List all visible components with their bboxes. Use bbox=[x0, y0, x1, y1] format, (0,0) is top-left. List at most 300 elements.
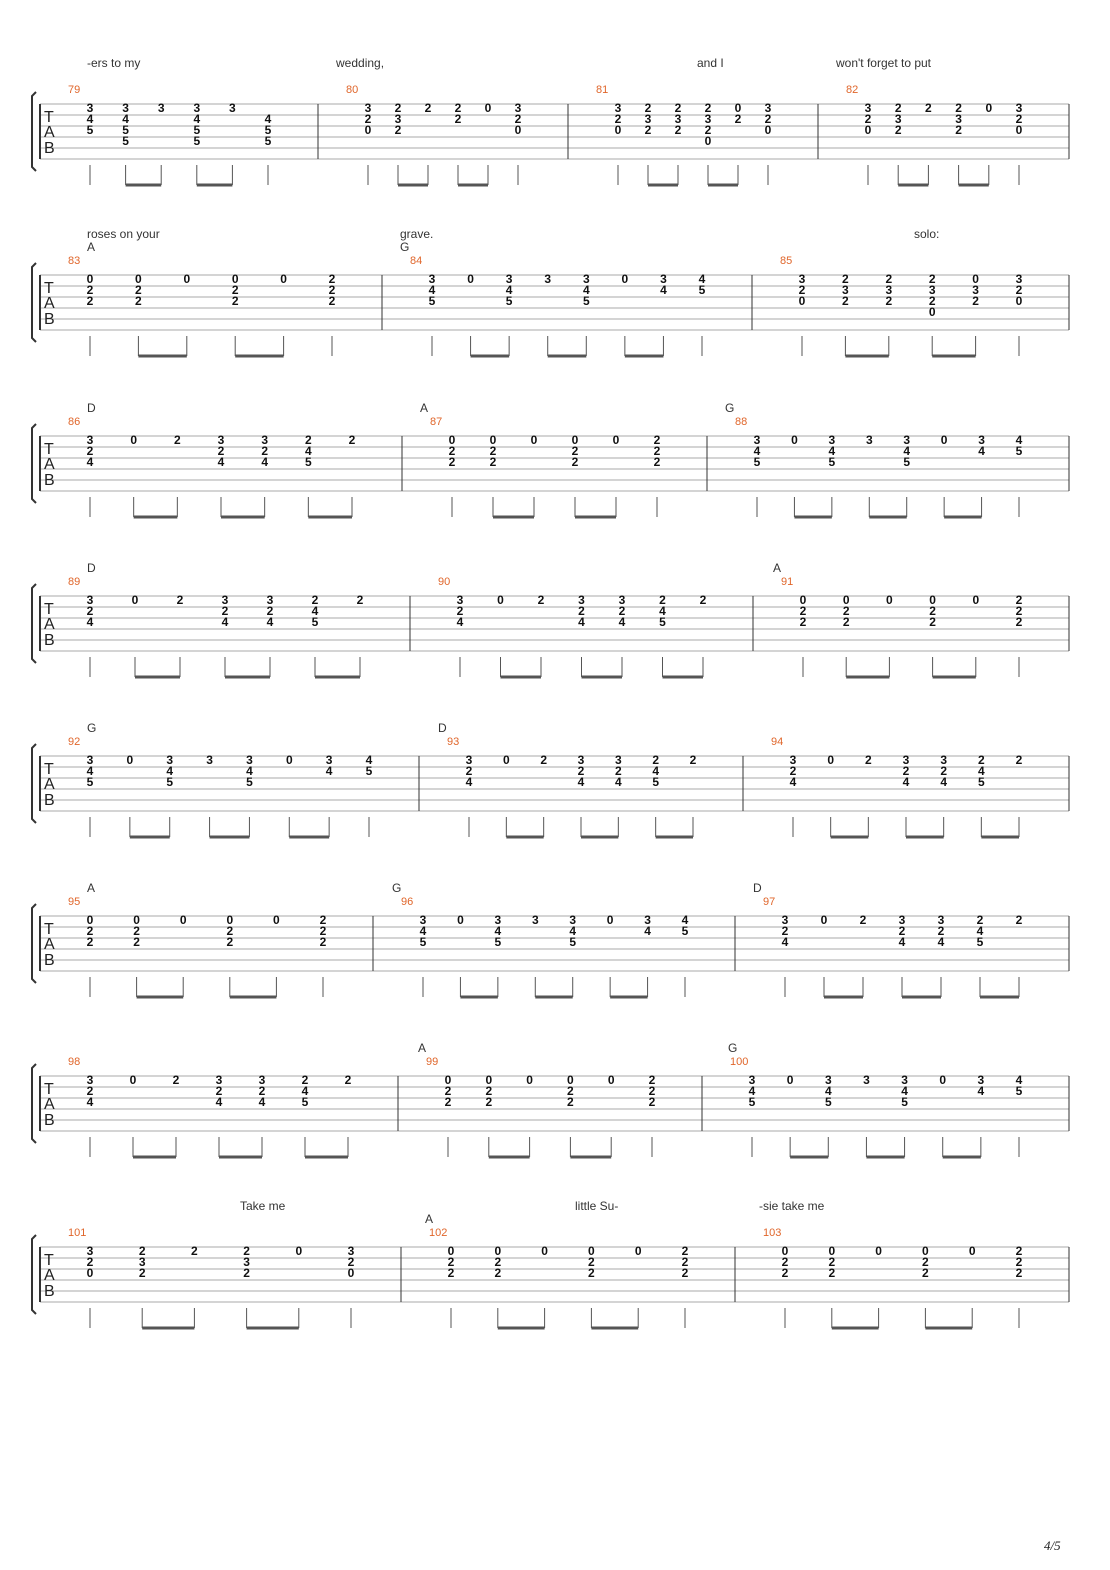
fret-number: 2 bbox=[977, 753, 985, 767]
fret-number: 2 bbox=[261, 444, 269, 458]
fret-number: 3 bbox=[531, 913, 539, 927]
fret-number: 5 bbox=[903, 455, 911, 469]
system-bracket bbox=[32, 584, 36, 663]
fret-number: 2 bbox=[86, 283, 94, 297]
fret-number: 4 bbox=[901, 1084, 908, 1098]
fret-number: 4 bbox=[266, 615, 274, 629]
measure-number: 92 bbox=[68, 736, 81, 748]
fret-number: 2 bbox=[588, 1266, 595, 1280]
chord-name: G bbox=[400, 240, 410, 254]
fret-number: 2 bbox=[859, 913, 867, 927]
measure-number: 103 bbox=[763, 1227, 782, 1239]
fret-number: 5 bbox=[659, 615, 666, 629]
fret-number: 0 bbox=[133, 913, 140, 927]
fret-number: 4 bbox=[569, 924, 577, 938]
fret-number: 4 bbox=[652, 764, 660, 778]
fret-number: 5 bbox=[264, 134, 272, 148]
fret-number: 4 bbox=[660, 283, 667, 297]
fret-number: 2 bbox=[135, 283, 142, 297]
fret-number: 2 bbox=[681, 1255, 689, 1269]
fret-number: 3 bbox=[215, 1073, 223, 1087]
fret-number: 2 bbox=[226, 924, 234, 938]
fret-number: 2 bbox=[191, 1244, 198, 1258]
fret-number: 3 bbox=[122, 101, 129, 115]
fret-number: 4 bbox=[898, 935, 906, 949]
fret-number: 4 bbox=[258, 1095, 266, 1109]
fret-number: 2 bbox=[571, 455, 579, 469]
fret-number: 2 bbox=[86, 444, 94, 458]
fret-number: 2 bbox=[138, 1244, 146, 1258]
fret-number: 4 bbox=[428, 283, 436, 297]
chord-name: G bbox=[725, 401, 735, 415]
fret-number: 3 bbox=[258, 1073, 266, 1087]
chord-name: A bbox=[773, 561, 782, 575]
lyric-text: little Su- bbox=[575, 1199, 619, 1213]
fret-number: 0 bbox=[494, 1244, 502, 1258]
fret-number: 5 bbox=[901, 1095, 908, 1109]
fret-number: 2 bbox=[447, 1266, 455, 1280]
fret-number: 2 bbox=[176, 593, 184, 607]
system-bracket bbox=[32, 424, 36, 503]
fret-number: 4 bbox=[978, 444, 985, 458]
tab-system bbox=[32, 881, 1069, 997]
fret-number: 0 bbox=[875, 1244, 882, 1258]
fret-number: 0 bbox=[939, 1073, 947, 1087]
fret-number: 2 bbox=[781, 1266, 789, 1280]
fret-number: 0 bbox=[864, 123, 872, 137]
measure-number: 86 bbox=[68, 416, 81, 428]
fret-number: 2 bbox=[618, 604, 626, 618]
fret-number: 3 bbox=[347, 1244, 355, 1258]
fret-number: 3 bbox=[781, 913, 789, 927]
fret-number: 2 bbox=[799, 604, 807, 618]
fret-number: 0 bbox=[828, 1244, 836, 1258]
fret-number: 4 bbox=[781, 935, 789, 949]
fret-number: 3 bbox=[618, 593, 626, 607]
tab-clef-a: A bbox=[44, 295, 55, 312]
fret-number: 0 bbox=[1015, 294, 1023, 308]
fret-number: 4 bbox=[618, 615, 626, 629]
fret-number: 4 bbox=[577, 775, 585, 789]
fret-number: 4 bbox=[456, 615, 464, 629]
fret-number: 2 bbox=[1015, 112, 1023, 126]
fret-number: 2 bbox=[734, 112, 742, 126]
fret-number: 2 bbox=[485, 1095, 493, 1109]
measure-number: 84 bbox=[410, 255, 423, 267]
measure-number: 81 bbox=[596, 84, 609, 96]
fret-number: 4 bbox=[824, 1084, 832, 1098]
fret-number: 0 bbox=[621, 272, 629, 286]
fret-number: 2 bbox=[894, 123, 902, 137]
fret-number: 0 bbox=[985, 101, 993, 115]
tab-system bbox=[32, 1199, 1069, 1328]
fret-number: 2 bbox=[922, 1266, 929, 1280]
fret-number: 2 bbox=[922, 1255, 929, 1269]
fret-number: 0 bbox=[484, 101, 492, 115]
fret-number: 2 bbox=[304, 433, 312, 447]
fret-number: 3 bbox=[928, 283, 936, 297]
chord-name: D bbox=[438, 721, 447, 735]
fret-number: 0 bbox=[129, 1073, 137, 1087]
fret-number: 3 bbox=[138, 1255, 146, 1269]
fret-number: 0 bbox=[126, 753, 134, 767]
fret-number: 3 bbox=[428, 272, 436, 286]
fret-number: 2 bbox=[86, 294, 94, 308]
fret-number: 2 bbox=[902, 764, 910, 778]
fret-number: 5 bbox=[304, 455, 312, 469]
tab-clef-a: A bbox=[44, 124, 55, 141]
fret-number: 5 bbox=[365, 764, 373, 778]
fret-number: 3 bbox=[505, 272, 513, 286]
fret-number: 2 bbox=[681, 1244, 689, 1258]
fret-number: 5 bbox=[122, 134, 129, 148]
fret-number: 5 bbox=[681, 924, 689, 938]
system-bracket bbox=[32, 1235, 36, 1314]
fret-number: 2 bbox=[348, 433, 356, 447]
fret-number: 0 bbox=[226, 913, 234, 927]
tab-clef-t: T bbox=[44, 1252, 54, 1269]
fret-number: 5 bbox=[193, 123, 201, 137]
fret-number: 0 bbox=[444, 1073, 452, 1087]
fret-number: 2 bbox=[133, 935, 140, 949]
fret-number: 5 bbox=[301, 1095, 309, 1109]
fret-number: 3 bbox=[494, 913, 502, 927]
fret-number: 3 bbox=[798, 272, 806, 286]
fret-number: 2 bbox=[221, 604, 229, 618]
fret-number: 0 bbox=[781, 1244, 789, 1258]
page-number: 4/5 bbox=[1044, 1538, 1061, 1553]
chord-name: A bbox=[420, 401, 429, 415]
fret-number: 2 bbox=[301, 1073, 309, 1087]
fret-number: 4 bbox=[264, 112, 272, 126]
fret-number: 2 bbox=[781, 1255, 789, 1269]
fret-number: 2 bbox=[173, 433, 181, 447]
lyric-text: Take me bbox=[240, 1199, 286, 1213]
fret-number: 5 bbox=[122, 123, 129, 137]
fret-number: 4 bbox=[902, 775, 910, 789]
fret-number: 3 bbox=[901, 1073, 908, 1087]
fret-number: 2 bbox=[226, 935, 234, 949]
fret-number: 3 bbox=[828, 433, 836, 447]
fret-number: 2 bbox=[648, 1095, 656, 1109]
fret-number: 2 bbox=[689, 753, 697, 767]
chord-name: G bbox=[87, 721, 97, 735]
fret-number: 3 bbox=[325, 753, 333, 767]
fret-number: 0 bbox=[502, 753, 510, 767]
fret-number: 2 bbox=[258, 1084, 266, 1098]
fret-number: 3 bbox=[955, 112, 962, 126]
fret-number: 0 bbox=[131, 593, 139, 607]
measure-number: 85 bbox=[780, 255, 793, 267]
chord-name: G bbox=[728, 1041, 738, 1055]
fret-number: 3 bbox=[937, 913, 945, 927]
fret-number: 2 bbox=[537, 593, 545, 607]
tab-clef-t: T bbox=[44, 280, 54, 297]
fret-number: 4 bbox=[659, 604, 666, 618]
system-bracket bbox=[32, 92, 36, 171]
fret-number: 4 bbox=[325, 764, 333, 778]
fret-number: 4 bbox=[644, 924, 651, 938]
fret-number: 2 bbox=[1015, 1266, 1023, 1280]
fret-number: 4 bbox=[1015, 1073, 1023, 1087]
fret-number: 3 bbox=[217, 433, 225, 447]
fret-number: 0 bbox=[467, 272, 474, 286]
fret-number: 3 bbox=[246, 753, 253, 767]
tab-clef-t: T bbox=[44, 761, 54, 778]
fret-number: 2 bbox=[448, 455, 456, 469]
fret-number: 2 bbox=[567, 1084, 574, 1098]
fret-number: 5 bbox=[419, 935, 427, 949]
fret-number: 4 bbox=[311, 604, 319, 618]
fret-number: 0 bbox=[922, 1244, 929, 1258]
fret-number: 4 bbox=[828, 444, 836, 458]
chord-name: D bbox=[87, 561, 96, 575]
fret-number: 3 bbox=[157, 101, 165, 115]
fret-number: 5 bbox=[505, 294, 513, 308]
fret-number: 2 bbox=[828, 1255, 836, 1269]
fret-number: 3 bbox=[824, 1073, 832, 1087]
fret-number: 0 bbox=[798, 294, 806, 308]
fret-number: 0 bbox=[614, 123, 622, 137]
lyric-text: roses on your bbox=[87, 227, 160, 241]
fret-number: 3 bbox=[865, 433, 873, 447]
fret-number: 5 bbox=[193, 134, 201, 148]
fret-number: 4 bbox=[753, 444, 761, 458]
fret-number: 2 bbox=[231, 283, 239, 297]
chord-name: A bbox=[418, 1041, 427, 1055]
fret-number: 0 bbox=[972, 272, 979, 286]
fret-number: 0 bbox=[764, 123, 772, 137]
fret-number: 3 bbox=[261, 433, 269, 447]
fret-number: 2 bbox=[842, 294, 849, 308]
fret-number: 2 bbox=[781, 924, 789, 938]
fret-number: 2 bbox=[465, 764, 473, 778]
fret-number: 2 bbox=[571, 444, 579, 458]
fret-number: 4 bbox=[221, 615, 229, 629]
fret-number: 4 bbox=[614, 775, 622, 789]
fret-number: 3 bbox=[419, 913, 427, 927]
fret-number: 4 bbox=[505, 283, 513, 297]
fret-number: 5 bbox=[264, 123, 272, 137]
fret-number: 2 bbox=[644, 101, 652, 115]
fret-number: 4 bbox=[86, 615, 94, 629]
fret-number: 3 bbox=[86, 753, 94, 767]
fret-number: 0 bbox=[280, 272, 287, 286]
measure-number: 80 bbox=[346, 84, 359, 96]
fret-number: 4 bbox=[1015, 433, 1023, 447]
fret-number: 0 bbox=[285, 753, 293, 767]
chord-name: D bbox=[87, 401, 96, 415]
fret-number: 2 bbox=[798, 283, 806, 297]
fret-number: 3 bbox=[978, 433, 985, 447]
fret-number: 2 bbox=[567, 1095, 574, 1109]
tab-clef-b: B bbox=[44, 792, 55, 809]
fret-number: 2 bbox=[135, 294, 142, 308]
fret-number: 2 bbox=[489, 455, 497, 469]
fret-number: 3 bbox=[903, 433, 911, 447]
fret-number: 2 bbox=[1015, 1244, 1023, 1258]
fret-number: 2 bbox=[699, 593, 707, 607]
fret-number: 2 bbox=[328, 272, 336, 286]
fret-number: 2 bbox=[1015, 283, 1023, 297]
fret-number: 0 bbox=[530, 433, 538, 447]
fret-number: 4 bbox=[937, 935, 945, 949]
fret-number: 0 bbox=[347, 1266, 355, 1280]
measure-number: 95 bbox=[68, 896, 81, 908]
fret-number: 2 bbox=[319, 924, 327, 938]
chord-name: A bbox=[425, 1212, 434, 1226]
fret-number: 2 bbox=[1015, 604, 1023, 618]
measure-number: 79 bbox=[68, 84, 81, 96]
fret-number: 3 bbox=[544, 272, 552, 286]
fret-number: 3 bbox=[582, 272, 590, 286]
fret-number: 2 bbox=[347, 1255, 355, 1269]
measure-number: 98 bbox=[68, 1056, 81, 1068]
fret-number: 4 bbox=[261, 455, 269, 469]
fret-number: 3 bbox=[86, 433, 94, 447]
fret-number: 0 bbox=[497, 593, 504, 607]
measure-number: 88 bbox=[735, 416, 748, 428]
fret-number: 2 bbox=[648, 1084, 656, 1098]
fret-number: 2 bbox=[842, 615, 850, 629]
fret-number: 3 bbox=[86, 593, 94, 607]
fret-number: 2 bbox=[454, 112, 462, 126]
fret-number: 3 bbox=[266, 593, 274, 607]
lyric-text: grave. bbox=[400, 227, 434, 241]
lyric-text: -sie take me bbox=[759, 1199, 825, 1213]
chord-name: A bbox=[87, 240, 96, 254]
fret-number: 0 bbox=[567, 1073, 574, 1087]
fret-number: 0 bbox=[786, 1073, 794, 1087]
fret-number: 5 bbox=[1015, 444, 1023, 458]
fret-number: 5 bbox=[582, 294, 590, 308]
measure-number: 97 bbox=[763, 896, 776, 908]
lyric-text: solo: bbox=[914, 227, 940, 241]
fret-number: 2 bbox=[424, 101, 432, 115]
fret-number: 2 bbox=[86, 1084, 94, 1098]
fret-number: 3 bbox=[704, 112, 712, 126]
fret-number: 2 bbox=[828, 1266, 836, 1280]
fret-number: 0 bbox=[526, 1073, 533, 1087]
fret-number: 2 bbox=[885, 294, 893, 308]
lyric-text: won't forget to put bbox=[836, 56, 932, 70]
fret-number: 3 bbox=[206, 753, 213, 767]
fret-number: 4 bbox=[465, 775, 473, 789]
fret-number: 3 bbox=[644, 112, 652, 126]
system-bracket bbox=[32, 744, 36, 823]
fret-number: 2 bbox=[955, 123, 962, 137]
fret-number: 0 bbox=[972, 593, 980, 607]
fret-number: 2 bbox=[972, 294, 979, 308]
fret-number: 5 bbox=[246, 775, 253, 789]
fret-number: 0 bbox=[820, 913, 828, 927]
fret-number: 5 bbox=[494, 935, 502, 949]
fret-number: 2 bbox=[898, 924, 906, 938]
fret-number: 2 bbox=[1015, 615, 1023, 629]
fret-number: 2 bbox=[266, 604, 274, 618]
fret-number: 2 bbox=[885, 272, 893, 286]
fret-number: 2 bbox=[447, 1255, 455, 1269]
fret-number: 2 bbox=[344, 1073, 352, 1087]
measure-number: 93 bbox=[447, 736, 460, 748]
fret-number: 4 bbox=[977, 764, 985, 778]
fret-number: 0 bbox=[447, 1244, 455, 1258]
fret-number: 2 bbox=[138, 1266, 146, 1280]
lyric-text: wedding, bbox=[336, 56, 385, 70]
fret-number: 3 bbox=[972, 283, 979, 297]
fret-number: 5 bbox=[86, 775, 94, 789]
fret-number: 2 bbox=[704, 101, 712, 115]
fret-number: 3 bbox=[748, 1073, 756, 1087]
fret-number: 0 bbox=[929, 593, 936, 607]
fret-number: 4 bbox=[193, 112, 201, 126]
fret-number: 2 bbox=[925, 101, 932, 115]
tab-clef-a: A bbox=[44, 1096, 55, 1113]
fret-number: 0 bbox=[448, 433, 456, 447]
fret-number: 2 bbox=[1015, 753, 1023, 767]
fret-number: 2 bbox=[842, 604, 850, 618]
fret-number: 0 bbox=[273, 913, 280, 927]
fret-number: 0 bbox=[606, 913, 614, 927]
fret-number: 0 bbox=[734, 101, 742, 115]
tab-clef-b: B bbox=[44, 952, 55, 969]
fret-number: 2 bbox=[659, 593, 666, 607]
tab-clef-b: B bbox=[44, 140, 55, 157]
fret-number: 0 bbox=[295, 1244, 303, 1258]
fret-number: 2 bbox=[494, 1255, 502, 1269]
fret-number: 4 bbox=[86, 1095, 94, 1109]
system-bracket bbox=[32, 1064, 36, 1143]
fret-number: 3 bbox=[894, 112, 902, 126]
fret-number: 4 bbox=[86, 455, 94, 469]
fret-number: 2 bbox=[614, 764, 622, 778]
fret-number: 2 bbox=[243, 1266, 250, 1280]
lyric-text: and I bbox=[697, 56, 724, 70]
fret-number: 3 bbox=[940, 753, 948, 767]
fret-number: 3 bbox=[221, 593, 229, 607]
fret-number: 2 bbox=[894, 101, 902, 115]
fret-number: 2 bbox=[955, 101, 962, 115]
system-bracket bbox=[32, 904, 36, 983]
fret-number: 0 bbox=[541, 1244, 548, 1258]
fret-number: 0 bbox=[130, 433, 138, 447]
tab-system bbox=[32, 721, 1069, 837]
fret-number: 4 bbox=[365, 753, 373, 767]
tab-clef-t: T bbox=[44, 601, 54, 618]
fret-number: 2 bbox=[319, 913, 327, 927]
fret-number: 4 bbox=[301, 1084, 309, 1098]
fret-number: 2 bbox=[764, 112, 772, 126]
fret-number: 5 bbox=[977, 775, 985, 789]
fret-number: 0 bbox=[457, 913, 464, 927]
fret-number: 4 bbox=[977, 1084, 985, 1098]
fret-number: 2 bbox=[448, 444, 456, 458]
fret-number: 2 bbox=[929, 615, 936, 629]
chord-name: A bbox=[87, 881, 96, 895]
fret-number: 2 bbox=[644, 123, 652, 137]
fret-number: 3 bbox=[764, 101, 772, 115]
fret-number: 2 bbox=[652, 753, 660, 767]
tab-clef-b: B bbox=[44, 1112, 55, 1129]
fret-number: 4 bbox=[494, 924, 502, 938]
fret-number: 2 bbox=[86, 1255, 94, 1269]
measure-number: 99 bbox=[426, 1056, 439, 1068]
fret-number: 3 bbox=[193, 101, 201, 115]
tab-system bbox=[32, 561, 1069, 677]
fret-number: 0 bbox=[86, 1266, 94, 1280]
fret-number: 2 bbox=[928, 294, 936, 308]
fret-number: 2 bbox=[489, 444, 497, 458]
